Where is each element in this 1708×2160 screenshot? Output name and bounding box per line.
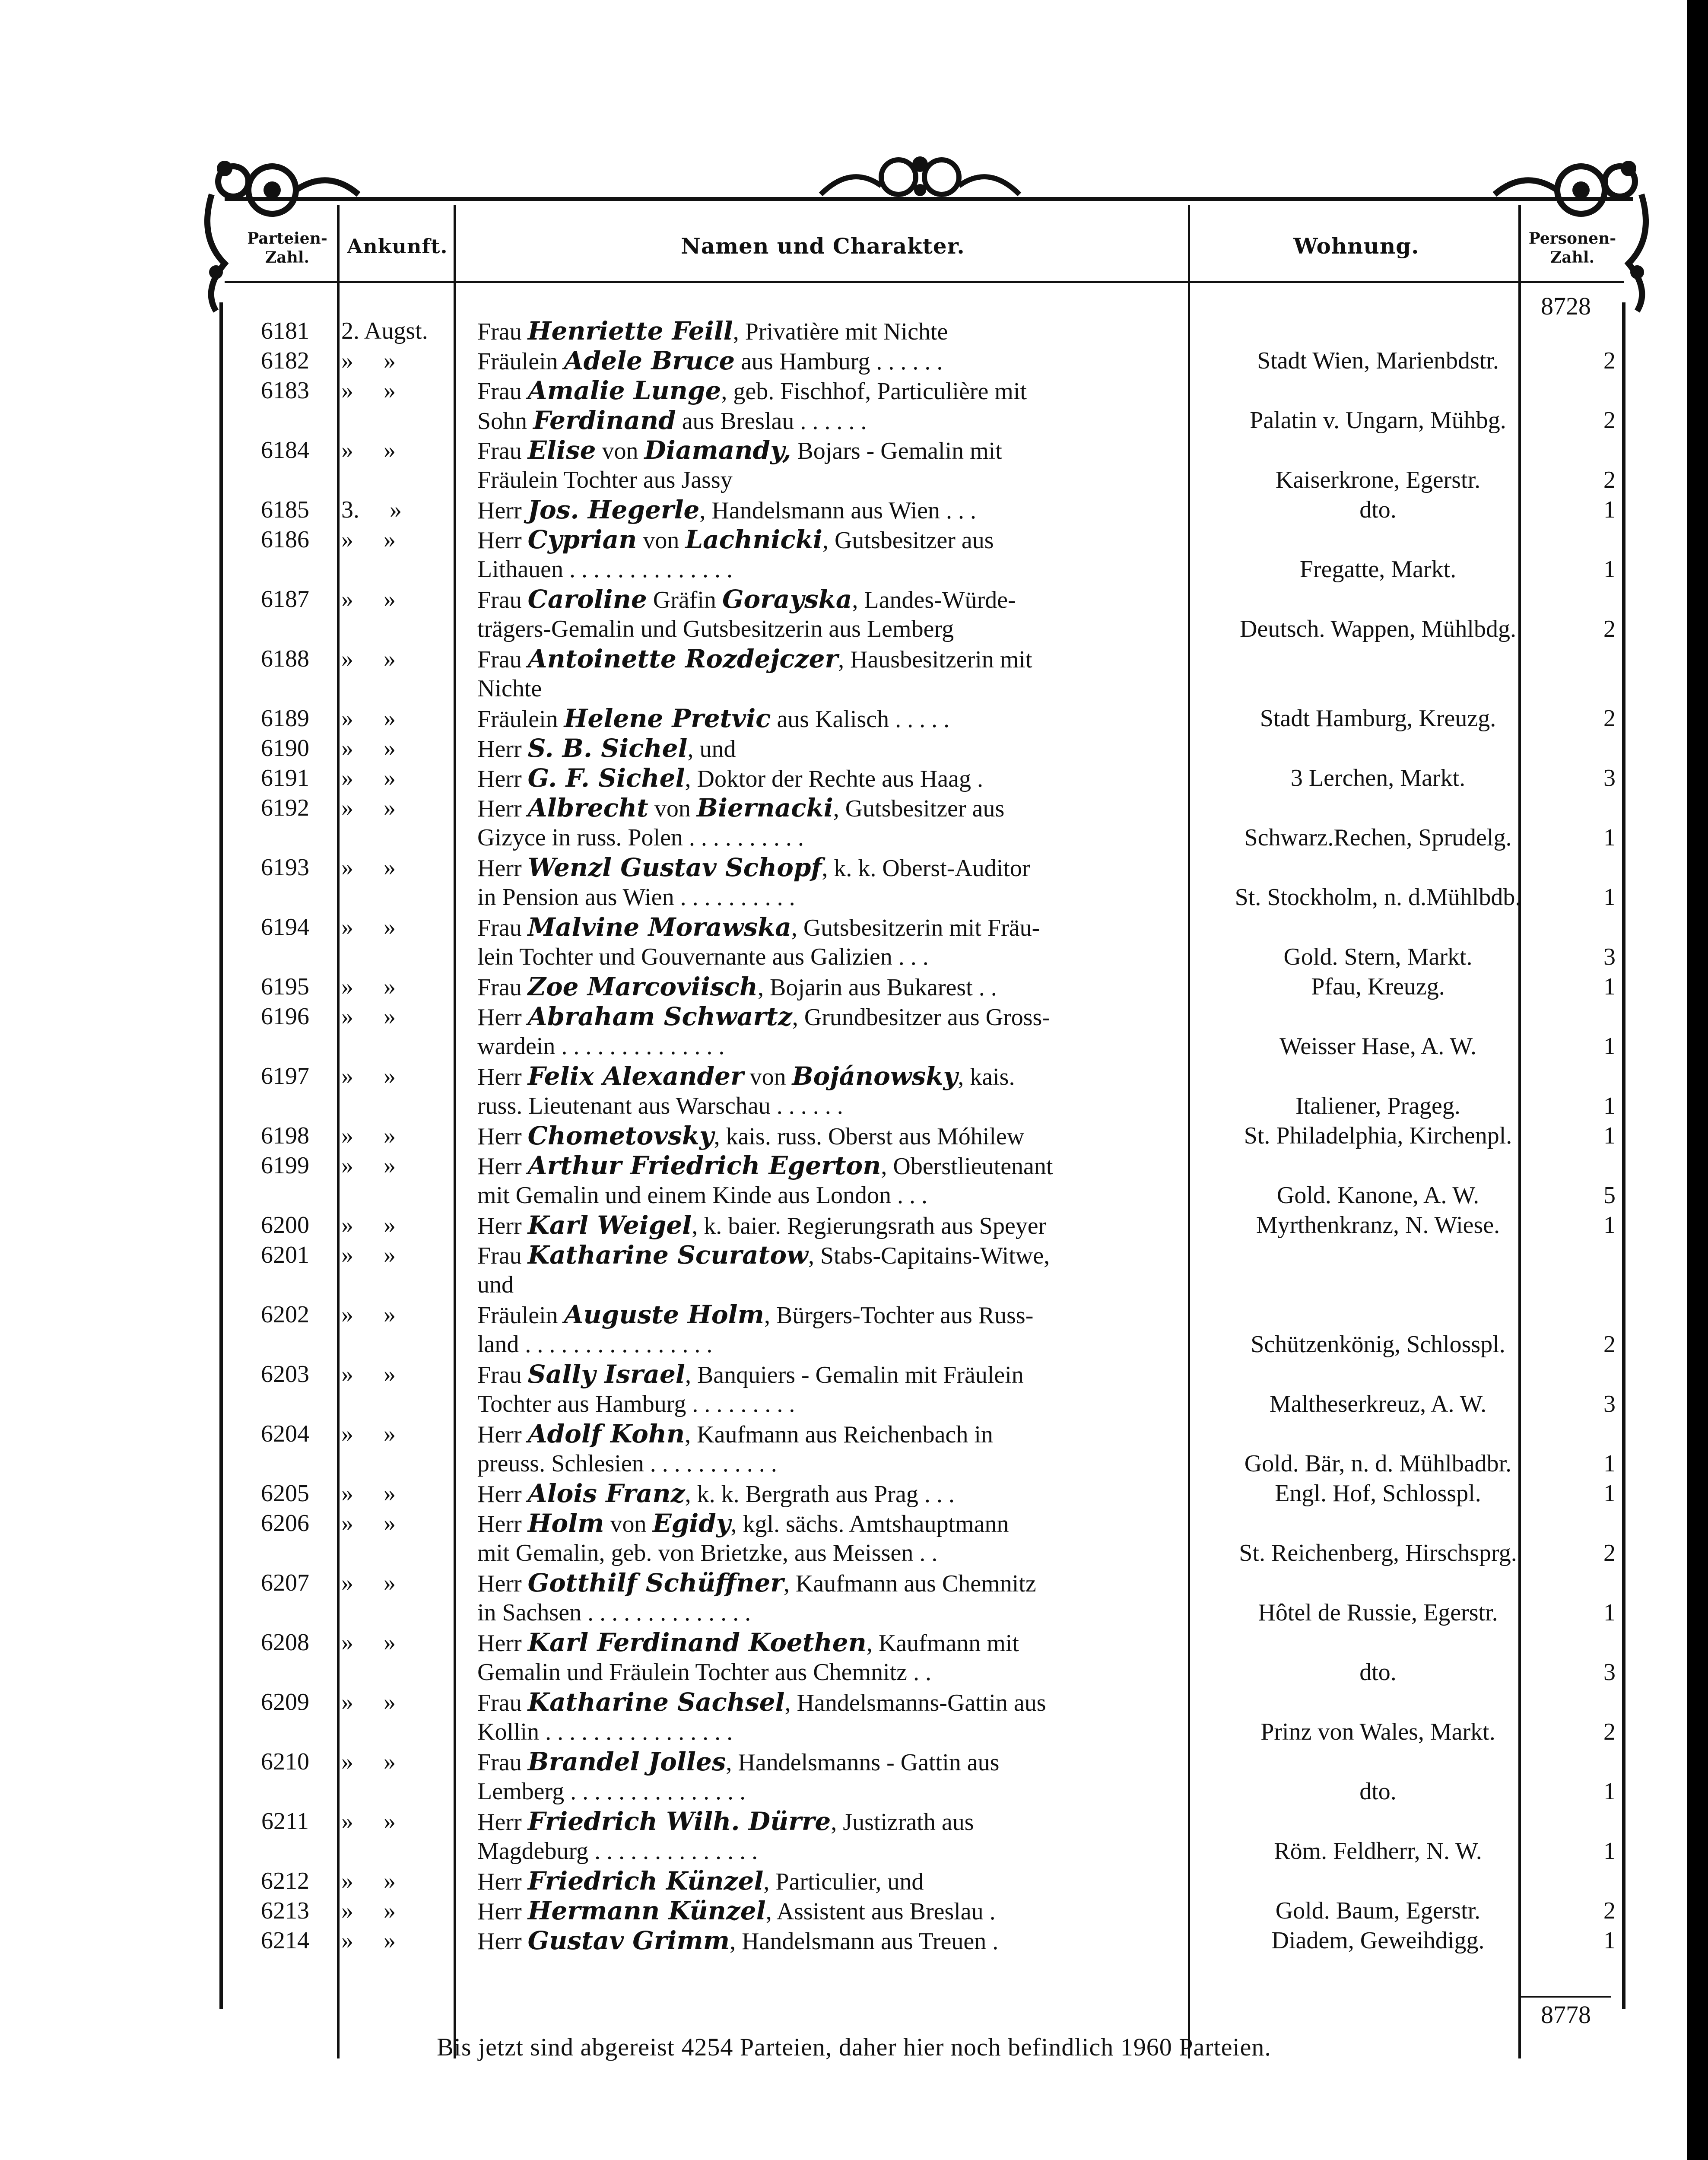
table-row [225, 346, 1624, 376]
person-count: 1 [1603, 824, 1616, 851]
table-row [225, 734, 1624, 763]
party-number: 6189 [261, 705, 309, 732]
table-row [225, 1151, 1624, 1210]
person-count: 1 [1603, 1033, 1616, 1060]
arrival: » » [341, 377, 396, 404]
residence: Engl. Hof, Schlosspl. [1275, 1480, 1481, 1507]
name-and-character: Frau Henriette Feill, Privatière mit Nichte [477, 316, 948, 346]
table-row [225, 316, 1624, 346]
name-and-character: Herr Karl Ferdinand Koethen, Kaufmann mit Gemalin und Fräulein Tochter aus Chemnitz . . [477, 1628, 1019, 1686]
table-row [225, 1687, 1624, 1747]
name-and-character: Herr Cyprian von Lachnicki, Gutsbesitzer aus Lithauen . . . . . . . . . . . . . . [477, 525, 994, 583]
name-and-character: Herr Karl Weigel, k. baier. Regierungsrath aus Speyer [477, 1210, 1047, 1240]
table-row [225, 1210, 1624, 1240]
party-number: 6214 [261, 1927, 309, 1954]
register-table [225, 316, 1624, 1956]
table-row [225, 525, 1624, 584]
residence: Schwarz.Rechen, Sprudelg. [1244, 824, 1512, 851]
person-count: 1 [1603, 1599, 1616, 1626]
table-row [225, 1002, 1624, 1061]
arrival: » » [341, 1897, 396, 1924]
name-and-character: Herr S. B. Sichel, und [477, 734, 736, 763]
table-row [225, 1240, 1624, 1300]
arrival: » » [341, 1420, 396, 1447]
arrival: » » [341, 1868, 396, 1894]
arrival: » » [341, 973, 396, 1000]
name-and-character: Herr Abraham Schwartz, Grundbesitzer aus Gross- wardein . . . . . . . . . . . . . . [477, 1002, 1050, 1060]
residence: Schützenkönig, Schlosspl. [1251, 1331, 1505, 1358]
running-total: 8778 [1541, 2001, 1591, 2029]
arrival: » » [341, 1748, 396, 1775]
name-and-character: Frau Sally Israel, Banquiers - Gemalin mit Fräulein Tochter aus Hamburg . . . . . . . . . [477, 1360, 1024, 1417]
person-count: 2 [1603, 705, 1616, 732]
arrival: » » [341, 645, 396, 672]
party-number: 6187 [261, 586, 309, 613]
scan-edge [1687, 0, 1708, 2160]
person-count: 3 [1603, 765, 1616, 791]
table-row [225, 972, 1624, 1002]
person-count: 1 [1603, 1093, 1616, 1119]
table-row [225, 912, 1624, 972]
person-count: 2 [1603, 1897, 1616, 1924]
party-number: 6213 [261, 1897, 309, 1924]
name-and-character: Herr Gotthilf Schüffner, Kaufmann aus Chemnitz in Sachsen . . . . . . . . . . . . . . [477, 1568, 1036, 1626]
arrival: » » [341, 794, 396, 821]
residence: dto. [1359, 496, 1397, 523]
residence: Palatin v. Ungarn, Mühbg. [1250, 407, 1506, 434]
residence: Hôtel de Russie, Egerstr. [1258, 1599, 1498, 1626]
party-number: 6194 [261, 914, 309, 940]
left-border [219, 302, 223, 2009]
table-row [225, 1360, 1624, 1419]
name-and-character: Herr Chometovsky, kais. russ. Oberst aus Móhilew [477, 1121, 1025, 1150]
person-count: 3 [1603, 1391, 1616, 1417]
party-number: 6195 [261, 973, 309, 1000]
party-number: 6211 [261, 1808, 309, 1835]
party-number: 6205 [261, 1480, 309, 1507]
total-rule [1521, 1996, 1611, 1998]
residence: Weisser Hase, A. W. [1279, 1033, 1476, 1060]
header-namen: Namen und Charakter. [681, 233, 965, 259]
name-and-character: Herr Gustav Grimm, Handelsmann aus Treuen . [477, 1926, 999, 1955]
party-number: 6197 [261, 1063, 309, 1090]
residence: Deutsch. Wappen, Mühlbdg. [1240, 616, 1516, 642]
name-and-character: Herr Felix Alexander von Bojánowsky, kais. russ. Lieutenant aus Warschau . . . . . . [477, 1061, 1015, 1119]
arrival: » » [341, 1063, 396, 1090]
arrival: » » [341, 854, 396, 881]
name-and-character: Fräulein Adele Bruce aus Hamburg . . . . . . [477, 346, 943, 375]
person-count: 2 [1603, 1331, 1616, 1358]
party-number: 6207 [261, 1569, 309, 1596]
party-number: 6204 [261, 1420, 309, 1447]
table-row [225, 1121, 1624, 1151]
residence: Myrthenkranz, N. Wiese. [1256, 1212, 1500, 1239]
residence: Pfau, Kreuzg. [1311, 973, 1445, 1000]
table-row [225, 584, 1624, 644]
name-and-character: Frau Brandel Jolles, Handelsmanns - Gattin aus Lemberg . . . . . . . . . . . . . . . [477, 1747, 1000, 1805]
table-row [225, 1807, 1624, 1866]
arrival: » » [341, 914, 396, 940]
name-and-character: Frau Zoe Marcoviisch, Bojarin aus Bukarest . . [477, 972, 997, 1001]
table-row [225, 704, 1624, 734]
arrival: » » [341, 1301, 396, 1328]
person-count: 1 [1603, 973, 1616, 1000]
person-count: 2 [1603, 1540, 1616, 1566]
arrival: » » [341, 1569, 396, 1596]
residence: Maltheserkreuz, A. W. [1269, 1391, 1487, 1417]
party-number: 6184 [261, 437, 309, 464]
arrival: » » [341, 1808, 396, 1835]
person-count: 2 [1603, 347, 1616, 374]
table-row [225, 1419, 1624, 1479]
residence: Diadem, Geweihdigg. [1271, 1927, 1485, 1954]
arrival: » » [341, 1003, 396, 1030]
party-number: 6186 [261, 526, 309, 553]
table-row [225, 644, 1624, 704]
residence: Gold. Stern, Markt. [1283, 943, 1473, 970]
residence: Kaiserkrone, Egerstr. [1275, 467, 1481, 493]
arrival: » » [341, 1927, 396, 1954]
residence: 3 Lerchen, Markt. [1290, 765, 1466, 791]
party-number: 6201 [261, 1242, 309, 1268]
party-number: 6203 [261, 1361, 309, 1388]
party-number: 6198 [261, 1122, 309, 1149]
party-number: 6185 [261, 496, 309, 523]
arrival: » » [341, 1480, 396, 1507]
person-count: 1 [1603, 496, 1616, 523]
header-ankunft: Ankunft. [347, 235, 448, 258]
table-row [225, 1568, 1624, 1628]
name-and-character: Herr Wenzl Gustav Schopf, k. k. Oberst-Auditor in Pension aus Wien . . . . . . . . . . [477, 853, 1030, 911]
table-row [225, 793, 1624, 853]
residence: Gold. Bär, n. d. Mühlbadbr. [1244, 1450, 1512, 1477]
party-number: 6209 [261, 1689, 309, 1715]
party-number: 6181 [261, 318, 309, 344]
table-row [225, 763, 1624, 793]
name-and-character: Herr G. F. Sichel, Doktor der Rechte aus Haag . [477, 763, 983, 793]
person-count: 2 [1603, 1718, 1616, 1745]
table-row [225, 1479, 1624, 1509]
party-number: 6210 [261, 1748, 309, 1775]
residence: dto. [1359, 1659, 1397, 1686]
arrival: » » [341, 1629, 396, 1656]
party-number: 6191 [261, 765, 309, 791]
person-count: 3 [1603, 1659, 1616, 1686]
header-wohnung: Wohnung. [1293, 233, 1419, 259]
party-number: 6206 [261, 1510, 309, 1537]
arrival: » » [341, 705, 396, 732]
party-number: 6192 [261, 794, 309, 821]
name-and-character: Frau Elise von Diamandy, Bojars - Gemalin mit Fräulein Tochter aus Jassy [477, 435, 1002, 493]
table-row [225, 435, 1624, 495]
arrival: » » [341, 1212, 396, 1239]
party-number: 6208 [261, 1629, 309, 1656]
arrival: » » [341, 347, 396, 374]
party-number: 6200 [261, 1212, 309, 1239]
header-parteien-zahl: Parteien- Zahl. [247, 229, 327, 267]
table-row [225, 1866, 1624, 1896]
table-row [225, 1896, 1624, 1926]
person-count: 2 [1603, 467, 1616, 493]
arrival: » » [341, 1689, 396, 1715]
name-and-character: Herr Jos. Hegerle, Handelsmann aus Wien . . . [477, 495, 977, 524]
party-number: 6212 [261, 1868, 309, 1894]
arrival: » » [341, 526, 396, 553]
residence: St. Stockholm, n. d.Mühlbdb. [1235, 884, 1521, 911]
person-count: 5 [1603, 1182, 1616, 1209]
name-and-character: Herr Albrecht von Biernacki, Gutsbesitzer aus Gizyce in russ. Polen . . . . . . . . . . [477, 793, 1005, 851]
residence: Italiener, Prageg. [1295, 1093, 1460, 1119]
name-and-character: Frau Caroline Gräfin Gorayska, Landes-Würde- trägers-Gemalin und Gutsbesitzerin aus Lemberg [477, 584, 1016, 642]
arrival: 3. » [341, 496, 402, 523]
table-row [225, 1300, 1624, 1360]
residence: Gold. Kanone, A. W. [1276, 1182, 1479, 1209]
residence: Prinz von Wales, Markt. [1260, 1718, 1495, 1745]
party-number: 6199 [261, 1152, 309, 1179]
arrival: » » [341, 765, 396, 791]
person-count: 1 [1603, 1212, 1616, 1239]
name-and-character: Frau Malvine Morawska, Gutsbesitzerin mit Fräu- lein Tochter und Gouvernante aus Galizien . . . [477, 912, 1040, 970]
name-and-character: Frau Katharine Scuratow, Stabs-Capitains-Witwe, und [477, 1240, 1050, 1298]
arrival: » » [341, 1242, 396, 1268]
party-number: 6190 [261, 735, 309, 762]
residence: Gold. Baum, Egerstr. [1275, 1897, 1481, 1924]
residence: Fregatte, Markt. [1299, 556, 1457, 583]
person-count: 1 [1603, 1927, 1616, 1954]
party-number: 6182 [261, 347, 309, 374]
residence: St. Reichenberg, Hirschsprg. [1239, 1540, 1517, 1566]
arrival: 2. Augst. [341, 318, 428, 344]
residence: dto. [1359, 1778, 1397, 1805]
name-and-character: Herr Arthur Friedrich Egerton, Oberstlieutenant mit Gemalin und einem Kinde aus London . . . [477, 1151, 1053, 1209]
name-and-character: Fräulein Auguste Holm, Bürgers-Tochter aus Russ- land . . . . . . . . . . . . . . . . [477, 1300, 1034, 1358]
residence: Stadt Wien, Marienbdstr. [1257, 347, 1499, 374]
table-row [225, 1628, 1624, 1687]
person-count: 1 [1603, 556, 1616, 583]
name-and-character: Herr Friedrich Wilh. Dürre, Justizrath aus Magdeburg . . . . . . . . . . . . . . [477, 1807, 974, 1865]
header-rule [225, 197, 1633, 201]
party-number: 6183 [261, 377, 309, 404]
arrival: » » [341, 586, 396, 613]
table-row [225, 376, 1624, 435]
residence: Stadt Hamburg, Kreuzg. [1260, 705, 1496, 732]
table-row [225, 1926, 1624, 1956]
carried-total: 8728 [1541, 292, 1591, 320]
person-count: 1 [1603, 1480, 1616, 1507]
name-and-character: Herr Friedrich Künzel, Particulier, und [477, 1866, 924, 1896]
name-and-character: Herr Adolf Kohn, Kaufmann aus Reichenbach in preuss. Schlesien . . . . . . . . . . . [477, 1419, 993, 1477]
arrival: » » [341, 437, 396, 464]
arrival: » » [341, 1122, 396, 1149]
person-count: 2 [1603, 616, 1616, 642]
name-and-character: Herr Hermann Künzel, Assistent aus Breslau . [477, 1896, 996, 1925]
person-count: 2 [1603, 407, 1616, 434]
table-row [225, 1509, 1624, 1568]
person-count: 1 [1603, 1122, 1616, 1149]
footer-note: Bis jetzt sind abgereist 4254 Parteien, daher hier noch befindlich 1960 Parteien. [437, 2033, 1271, 2061]
name-and-character: Frau Antoinette Rozdejczer, Hausbesitzerin mit Nichte [477, 644, 1032, 702]
arrival: » » [341, 1361, 396, 1388]
person-count: 1 [1603, 1838, 1616, 1865]
party-number: 6188 [261, 645, 309, 672]
person-count: 1 [1603, 884, 1616, 911]
residence: Röm. Feldherr, N. W. [1274, 1838, 1482, 1865]
person-count: 3 [1603, 943, 1616, 970]
name-and-character: Herr Holm von Egidy, kgl. sächs. Amtshauptmann mit Gemalin, geb. von Brietzke, aus Meissen . . [477, 1509, 1009, 1566]
name-and-character: Frau Amalie Lunge, geb. Fischhof, Particulière mit Sohn Ferdinand aus Breslau . . . . . . [477, 376, 1027, 435]
party-number: 6193 [261, 854, 309, 881]
name-and-character: Fräulein Helene Pretvic aus Kalisch . . . . . [477, 704, 950, 733]
table-row [225, 495, 1624, 525]
table-row [225, 1747, 1624, 1807]
header-personen-zahl: Personen- Zahl. [1528, 229, 1616, 267]
name-and-character: Frau Katharine Sachsel, Handelsmanns-Gattin aus Kollin . . . . . . . . . . . . . . . . [477, 1687, 1046, 1745]
party-number: 6202 [261, 1301, 309, 1328]
residence: St. Philadelphia, Kirchenpl. [1244, 1122, 1512, 1149]
arrival: » » [341, 1152, 396, 1179]
name-and-character: Herr Alois Franz, k. k. Bergrath aus Prag . . . [477, 1479, 955, 1508]
table-row [225, 1061, 1624, 1121]
arrival: » » [341, 735, 396, 762]
arrival: » » [341, 1510, 396, 1537]
header-bottom-rule [225, 281, 1624, 283]
party-number: 6196 [261, 1003, 309, 1030]
person-count: 1 [1603, 1778, 1616, 1805]
person-count: 1 [1603, 1450, 1616, 1477]
table-row [225, 853, 1624, 912]
